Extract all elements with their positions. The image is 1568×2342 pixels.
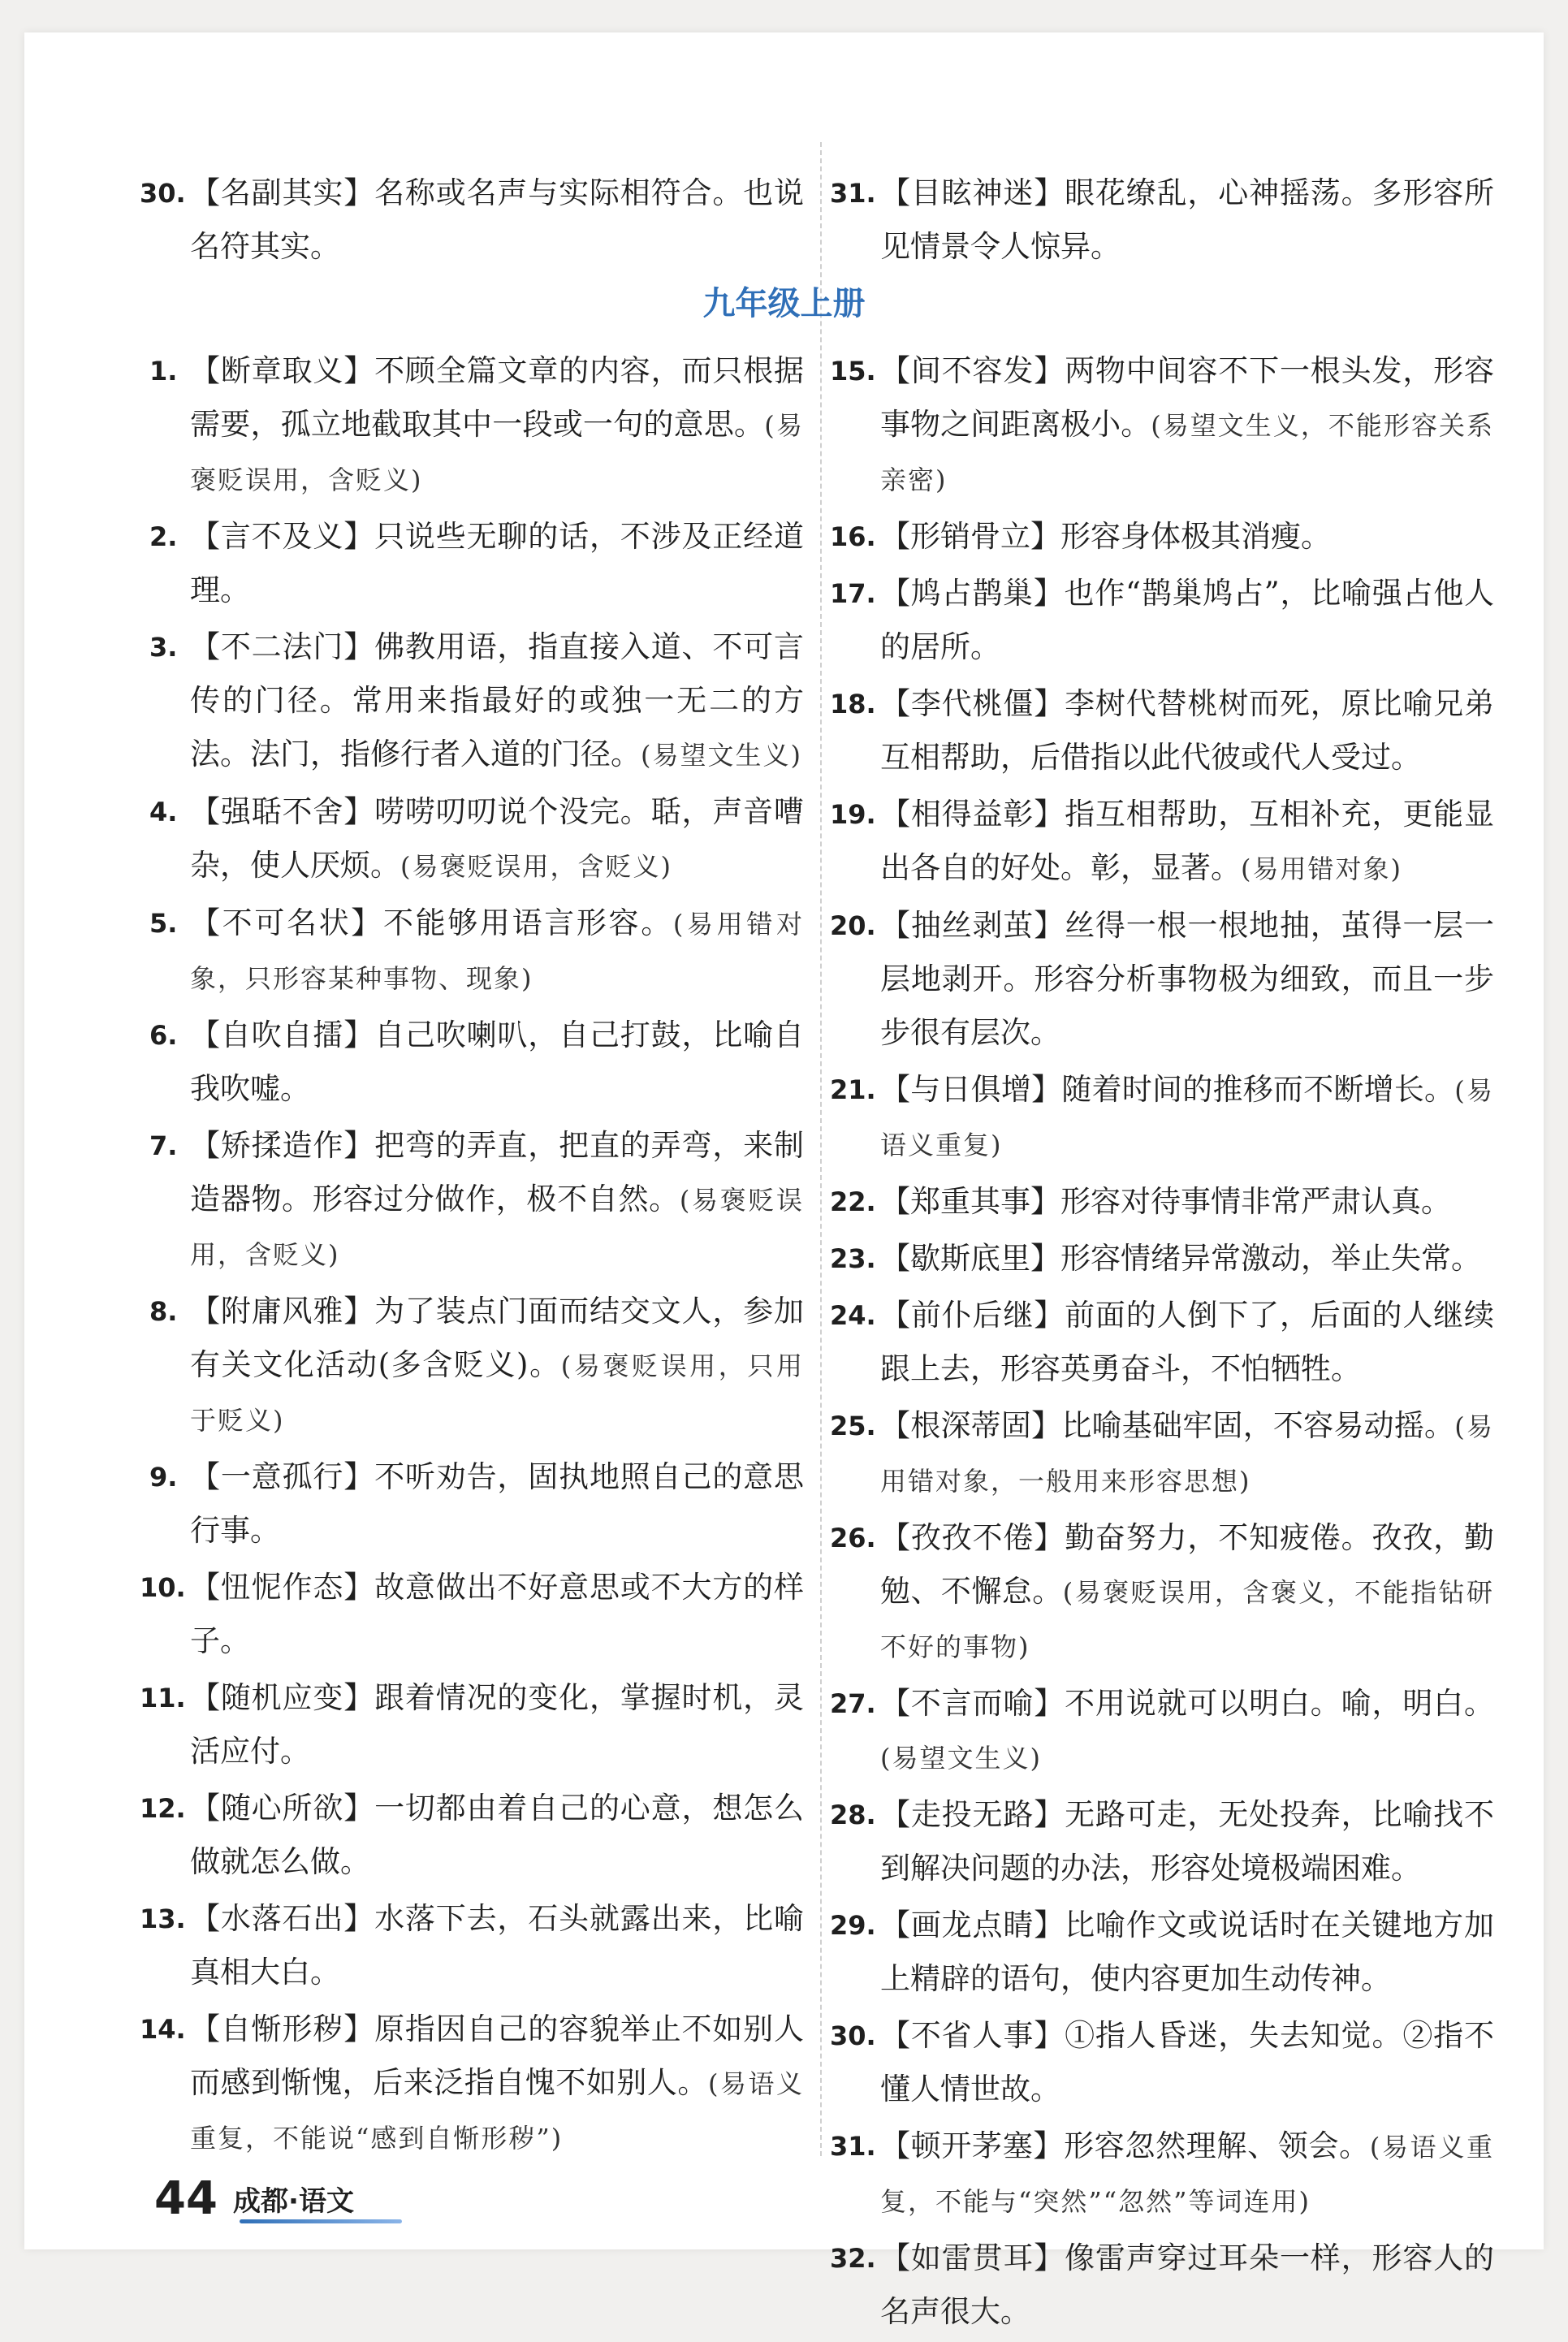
entry-definition: 一切都由着自己的心意，想怎么做就怎么做。: [190, 1791, 805, 1879]
entry-definition: 像雷声穿过耳朵一样，形容人的名声很大。: [880, 2240, 1495, 2329]
entry-idiom: 【强聒不舍】: [190, 794, 375, 829]
entry-note: (易褒贬误用，只用于贬义): [190, 1350, 804, 1436]
entry-idiom: 【不言而喻】: [880, 1686, 1065, 1721]
entry-note: (易望文生义，不能形容关系亲密): [880, 410, 1494, 495]
entry-definition: 眼花缭乱，心神摇荡。多形容所见情景令人惊异。: [880, 175, 1495, 264]
entry-definition: 只说些无聊的话，不涉及正经道理。: [190, 519, 805, 607]
idiom-entry: [830, 1289, 1495, 1396]
entry-definition: 把弯的弄直，把直的弄弯，来制造器物。形容过分做作，极不自然。: [190, 1128, 805, 1216]
entry-idiom: 【形销骨立】: [880, 519, 1060, 554]
entry-note: (易用错对象，只形容某种事物、现象): [190, 909, 804, 994]
entry-definition: 不听劝告，固执地照自己的意思行事。: [190, 1459, 805, 1548]
entry-number: 32.: [830, 2243, 876, 2274]
entry-definition: 形容忽然理解、领会。: [1064, 2128, 1370, 2163]
idiom-entry: [830, 1788, 1495, 1895]
idiom-entry: [830, 788, 1495, 896]
entry-number: 23.: [830, 1243, 876, 1274]
idiom-entry: [149, 510, 805, 617]
entry-idiom: 【如雷贯耳】: [880, 2240, 1065, 2275]
idiom-entry: [830, 567, 1494, 674]
entry-idiom: 【一意孤行】: [190, 1459, 375, 1494]
idiom-entry: [830, 1232, 1494, 1286]
entry-number: 28.: [830, 1800, 876, 1830]
entry-note: (易褒贬误用，含褒义，不能指钻研不好的事物): [880, 1577, 1494, 1662]
entry-definition: ①指人昏迷，失去知觉。②指不懂人情世故。: [880, 2018, 1495, 2107]
entry-number: 15.: [830, 356, 876, 387]
entry-number: 4.: [149, 797, 178, 827]
entry-number: 7.: [149, 1130, 178, 1161]
entry-note: (易望文生义): [880, 1743, 1042, 1774]
entry-definition: 形容情绪异常激动，举止失常。: [1060, 1241, 1481, 1276]
entry-number: 6.: [149, 1020, 178, 1051]
entry-number: 14.: [140, 2014, 186, 2045]
entry-number: 1.: [149, 356, 178, 387]
entry-note: (易褒贬误用，含贬义): [190, 410, 804, 495]
entry-definition: 前面的人倒下了，后面的人继续跟上去，形容英勇奋斗，不怕牺牲。: [880, 1298, 1495, 1386]
entry-number: 16.: [830, 521, 876, 552]
idiom-entry: [830, 1175, 1494, 1229]
entry-definition: 名称或名声与实际相符合。也说名符其实。: [190, 175, 805, 264]
entry-idiom: 【顿开茅塞】: [880, 2128, 1065, 2163]
entry-note: (易用错对象): [1241, 853, 1402, 884]
entry-idiom: 【自惭形秽】: [190, 2011, 375, 2046]
entry-definition: 不用说就可以明白。喻，明白。: [1065, 1686, 1495, 1721]
entry-number: 30.: [140, 178, 186, 209]
entry-idiom: 【不二法门】: [190, 629, 375, 664]
entry-idiom: 【随机应变】: [190, 1680, 375, 1715]
column-divider: [820, 142, 822, 2156]
entry-number: 31.: [830, 178, 876, 209]
entry-idiom: 【根深蒂固】: [880, 1408, 1062, 1443]
idiom-entry: [149, 897, 804, 1005]
entry-definition: 也作“鹊巢鸠占”，比喻强占他人的居所。: [880, 576, 1494, 664]
entry-definition: 比喻基础牢固，不容易动摇。: [1061, 1408, 1455, 1443]
idiom-entry: [830, 2232, 1495, 2339]
idiom-entry: [830, 1063, 1495, 1172]
left-column: [140, 344, 805, 2168]
entry-idiom: 【与日俱增】: [880, 1072, 1062, 1107]
entry-idiom: 【画龙点睛】: [880, 1908, 1065, 1942]
idiom-entry: [149, 1450, 805, 1558]
entry-note: (易褒贬误用，含贬义): [400, 851, 672, 882]
entry-number: 24.: [830, 1300, 876, 1331]
top-right-entry: [830, 166, 1495, 277]
entry-number: 5.: [149, 908, 178, 939]
entry-definition: 不顾全篇文章的内容，而只根据需要，孤立地截取其中一段或一句的意思。: [190, 353, 805, 442]
idiom-entry: [830, 166, 1495, 274]
entry-number: 30.: [830, 2020, 876, 2051]
entry-number: 9.: [149, 1462, 178, 1493]
entry-definition: 随着时间的推移而不断增长。: [1061, 1072, 1455, 1107]
series-label: 成都·语文: [233, 2185, 354, 2218]
entry-idiom: 【李代桃僵】: [880, 686, 1065, 721]
top-left-entry: [140, 166, 805, 277]
idiom-entry: [830, 510, 1494, 564]
idiom-entry: [830, 1511, 1495, 1674]
entry-idiom: 【随心所欲】: [190, 1791, 375, 1826]
entry-definition: 比喻作文或说话时在关键地方加上精辟的语句，使内容更加生动传神。: [880, 1908, 1495, 1996]
entry-definition: 勤奋努力，不知疲倦。孜孜，勤勉、不懈怠。: [880, 1520, 1495, 1609]
entry-number: 27.: [830, 1688, 876, 1719]
idiom-entry: [140, 2003, 805, 2165]
entry-idiom: 【自吹自擂】: [190, 1018, 375, 1052]
entry-definition: 水落下去，石头就露出来，比喻真相大白。: [190, 1901, 805, 1990]
entry-note: (易语义重复): [880, 1075, 1495, 1160]
entry-idiom: 【孜孜不倦】: [880, 1520, 1065, 1555]
idiom-entry: [830, 1677, 1495, 1785]
page-number: 44: [154, 2172, 218, 2225]
entry-idiom: 【抽丝剥茧】: [880, 908, 1065, 943]
entry-note: (易用错对象，一般用来形容思想): [880, 1411, 1495, 1497]
entry-number: 17.: [830, 578, 876, 609]
idiom-entry: [140, 1892, 805, 1999]
idiom-entry: [830, 1899, 1495, 2006]
entry-idiom: 【不省人事】: [880, 2018, 1065, 2053]
idiom-entry: [149, 1119, 805, 1281]
entry-definition: 李树代替桃树而死，原比喻兄弟互相帮助，后借指以此代彼或代人受过。: [880, 686, 1495, 775]
entry-definition: 无路可走，无处投奔，比喻找不到解决问题的办法，形容处境极端困难。: [880, 1797, 1495, 1886]
entry-number: 20.: [830, 910, 876, 941]
idiom-entry: [140, 1782, 805, 1889]
footer-underline: [240, 2219, 402, 2223]
idiom-entry: [830, 899, 1495, 1060]
idiom-entry: [149, 620, 805, 782]
entry-number: 31.: [830, 2131, 876, 2162]
entry-definition: 为了装点门面而结交文人，参加有关文化活动(多含贬义)。: [190, 1294, 805, 1382]
idiom-entry: [149, 344, 805, 507]
entry-definition: 不能够用语言形容。: [382, 905, 673, 940]
idiom-entry: [830, 344, 1495, 507]
page-footer: [154, 2172, 354, 2225]
entry-idiom: 【相得益彰】: [880, 797, 1065, 832]
entry-idiom: 【名副其实】: [190, 175, 375, 210]
entry-idiom: 【走投无路】: [880, 1797, 1065, 1832]
entry-number: 13.: [140, 1903, 186, 1934]
entry-number: 8.: [149, 1296, 178, 1327]
section-title: 九年级上册: [702, 285, 866, 322]
entry-definition: 唠唠叨叨说个没完。聒，声音嘈杂，使人厌烦。: [190, 794, 805, 883]
entry-idiom: 【鸠占鹊巢】: [880, 576, 1065, 611]
entry-number: 10.: [140, 1572, 186, 1603]
entry-definition: 自己吹喇叭，自己打鼓，比喻自我吹嘘。: [190, 1018, 805, 1106]
entry-definition: 两物中间容不下一根头发，形容事物之间距离极小。: [880, 353, 1495, 442]
entry-definition: 跟着情况的变化，掌握时机，灵活应付。: [190, 1680, 805, 1769]
entry-idiom: 【间不容发】: [880, 353, 1065, 388]
entry-number: 22.: [830, 1186, 876, 1217]
entry-idiom: 【郑重其事】: [880, 1184, 1060, 1219]
idiom-entry: [140, 1561, 805, 1668]
entry-idiom: 【歇斯底里】: [880, 1241, 1060, 1276]
entry-idiom: 【言不及义】: [190, 519, 375, 554]
entry-note: (易望文生义): [641, 740, 802, 771]
entry-note: (易语义重复，不能与“突然”“忽然”等词连用): [880, 2132, 1494, 2217]
idiom-entry: [149, 1009, 805, 1116]
entry-number: 21.: [830, 1074, 876, 1105]
idiom-entry: [830, 677, 1495, 784]
entry-definition: 丝得一根一根地抽，茧得一层一层地剥开。形容分析事物极为细致，而且一步步很有层次。: [880, 908, 1495, 1050]
entry-definition: 指互相帮助，互相补充，更能显出各自的好处。彰，显著。: [880, 797, 1495, 885]
book-page: [24, 32, 1544, 2329]
entry-number: 26.: [830, 1523, 876, 1553]
entry-idiom: 【矫揉造作】: [190, 1128, 375, 1163]
entry-idiom: 【前仆后继】: [880, 1298, 1065, 1333]
entry-number: 12.: [140, 1793, 186, 1824]
entry-idiom: 【水落石出】: [190, 1901, 375, 1936]
entry-definition: 故意做出不好意思或不大方的样子。: [190, 1570, 805, 1658]
entry-number: 18.: [830, 689, 876, 719]
idiom-entry: [830, 2119, 1494, 2228]
idiom-entry: [140, 166, 805, 274]
entry-definition: 佛教用语，指直接入道、不可言传的门径。常用来指最好的或独一无二的方法。法门，指修行者入道的门径。: [190, 629, 805, 771]
entry-note: (易褒贬误用，含贬义): [190, 1185, 804, 1270]
entry-definition: 形容对待事情非常严肃认真。: [1060, 1184, 1451, 1219]
entry-idiom: 【附庸风雅】: [190, 1294, 375, 1329]
right-column: [830, 344, 1495, 2342]
idiom-entry: [830, 1399, 1495, 1508]
entry-number: 29.: [830, 1910, 876, 1941]
entry-number: 11.: [140, 1683, 186, 1713]
entry-idiom: 【忸怩作态】: [190, 1570, 375, 1605]
idiom-entry: [830, 2009, 1495, 2116]
entry-idiom: 【目眩神迷】: [880, 175, 1065, 210]
idiom-entry: [140, 1671, 805, 1778]
entry-number: 19.: [830, 799, 876, 830]
entry-note: (易语义重复，不能说“感到自惭形秽”): [190, 2068, 804, 2154]
entry-definition: 原指因自己的容貌举止不如别人而感到惭愧，后来泛指自愧不如别人。: [190, 2011, 805, 2100]
entry-number: 3.: [149, 632, 178, 663]
entry-number: 2.: [149, 521, 178, 552]
entry-number: 25.: [830, 1411, 876, 1441]
idiom-entry: [149, 1285, 805, 1447]
entry-idiom: 【不可名状】: [190, 905, 383, 940]
idiom-entry: [149, 785, 805, 893]
entry-idiom: 【断章取义】: [190, 353, 375, 388]
entry-definition: 形容身体极其消瘦。: [1060, 519, 1331, 554]
